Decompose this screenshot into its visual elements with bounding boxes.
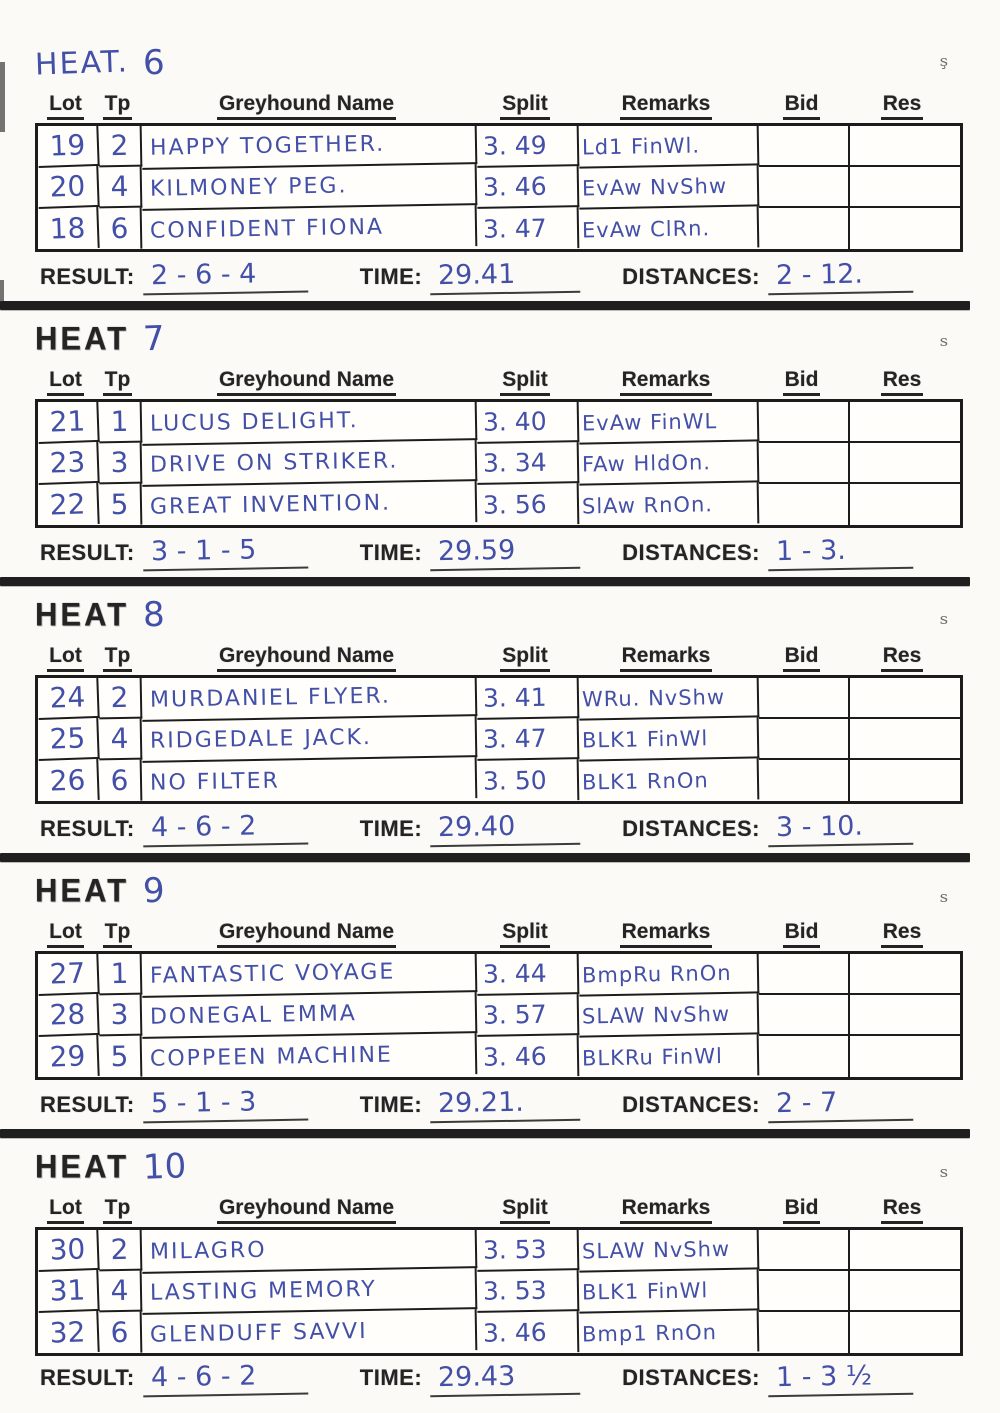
remarks-cell: EvAw NvShw	[579, 165, 760, 209]
result-label: RESULT:	[40, 263, 135, 289]
remarks-cell: BLK1 FinWl	[579, 717, 760, 761]
greyhound-name-cell: LUCUS DELIGHT.	[142, 399, 478, 446]
column-header-res: Res	[881, 1196, 924, 1224]
heat-7-section	[0, 301, 1000, 577]
column-header-split: Split	[500, 368, 550, 396]
lot-cell: 18	[37, 207, 99, 250]
heat-7-result-line	[40, 528, 1000, 577]
bid-cell-empty	[759, 678, 850, 719]
lot-cell: 31	[37, 1270, 99, 1313]
remarks-cell: BLKRu FinWl	[579, 1034, 760, 1078]
bid-cell-empty	[759, 1230, 850, 1271]
remarks-cell: SLAW NvShw	[579, 1228, 760, 1272]
heat-number: 8	[142, 594, 166, 636]
column-header-split: Split	[500, 92, 550, 120]
distances-value: 3 - 10.	[768, 810, 914, 848]
distances-label: DISTANCES:	[622, 1365, 760, 1390]
bid-cell-empty	[759, 760, 850, 801]
column-header-row	[35, 364, 957, 399]
remarks-cell: SlAw RnOn.	[579, 482, 760, 526]
split-cell: 3. 47	[477, 207, 580, 250]
split-cell: 3. 46	[477, 166, 580, 209]
column-header-split: Split	[500, 1196, 550, 1224]
bid-cell-empty	[759, 126, 850, 167]
greyhound-name-cell: LASTING MEMORY	[142, 1268, 478, 1315]
heat-10-section	[0, 1129, 1000, 1400]
time-value: 29.21.	[430, 1086, 581, 1124]
lot-cell: 25	[37, 718, 99, 761]
res-cell-empty	[850, 126, 960, 167]
lot-cell: 19	[37, 125, 99, 168]
time-label: TIME:	[359, 263, 423, 289]
trap-cell: 2	[99, 1230, 143, 1272]
heat-label-stamp: HEAT	[35, 320, 130, 357]
lot-cell: 32	[37, 1311, 99, 1354]
page-edge-artifact: s	[939, 332, 949, 350]
trap-cell: 6	[99, 208, 143, 250]
heat-6-section	[0, 0, 1000, 301]
column-header-row	[35, 88, 957, 123]
distances-label: DISTANCES:	[622, 815, 760, 841]
heat-8-title	[35, 590, 1000, 640]
column-header-tp: Tp	[103, 920, 133, 948]
column-header-remarks: Remarks	[620, 920, 713, 948]
trap-cell: 4	[99, 719, 143, 761]
res-cell-empty	[850, 1036, 960, 1077]
heat-10-title	[35, 1142, 1000, 1192]
split-cell: 3. 53	[477, 1270, 580, 1313]
result-value: 4 - 6 - 2	[142, 810, 308, 848]
column-header-name: Greyhound Name	[217, 92, 396, 120]
res-cell-empty	[850, 1312, 960, 1353]
res-cell-empty	[850, 719, 960, 760]
split-cell: 3. 34	[477, 442, 580, 485]
column-header-res: Res	[881, 368, 924, 396]
heat-9-title	[35, 866, 1000, 916]
result-value: 3 - 1 - 5	[142, 534, 308, 572]
column-header-remarks: Remarks	[620, 368, 713, 396]
column-header-lot: Lot	[47, 368, 84, 396]
bid-cell-empty	[759, 719, 850, 760]
page-edge-artifact: s	[939, 1163, 949, 1181]
result-value: 4 - 6 - 2	[142, 1359, 308, 1397]
lot-cell: 23	[37, 442, 99, 485]
greyhound-name-cell: KILMONEY PEG.	[142, 164, 478, 211]
column-header-lot: Lot	[47, 644, 84, 672]
heat-label-stamp: HEAT	[35, 872, 130, 909]
time-value: 29.40	[430, 810, 581, 848]
split-cell: 3. 40	[477, 401, 580, 444]
distances-label: DISTANCES:	[622, 263, 760, 289]
res-cell-empty	[850, 1230, 960, 1271]
column-header-res: Res	[881, 920, 924, 948]
split-cell: 3. 53	[477, 1229, 580, 1272]
trap-cell: 3	[99, 995, 143, 1037]
split-cell: 3. 47	[477, 718, 580, 761]
heat-10-result-line	[40, 1356, 1000, 1400]
time-label: TIME:	[359, 1365, 423, 1390]
split-cell: 3. 50	[477, 759, 580, 802]
lot-cell: 30	[37, 1229, 99, 1272]
trap-cell: 6	[99, 1312, 143, 1354]
column-header-lot: Lot	[47, 920, 84, 948]
column-header-bid: Bid	[783, 92, 821, 120]
result-label: RESULT:	[40, 1091, 135, 1117]
column-header-lot: Lot	[47, 92, 84, 120]
heat-6-result-line	[40, 252, 1000, 301]
section-divider	[0, 1129, 970, 1138]
time-value: 29.41	[430, 258, 581, 296]
remarks-cell: EvAw ClRn.	[579, 206, 760, 250]
page-edge-artifact: ş	[939, 52, 949, 70]
bid-cell-empty	[759, 443, 850, 484]
distances-label: DISTANCES:	[622, 1091, 760, 1117]
column-header-row	[35, 640, 957, 675]
remarks-cell: WRu. NvShw	[579, 676, 760, 720]
greyhound-name-cell: GREAT INVENTION.	[142, 481, 478, 528]
split-cell: 3. 46	[477, 1035, 580, 1078]
greyhound-name-cell: COPPEEN MACHINE	[142, 1033, 478, 1080]
distances-value: 2 - 7	[768, 1086, 914, 1124]
section-divider	[0, 577, 970, 586]
time-label: TIME:	[359, 539, 423, 565]
column-header-tp: Tp	[103, 1196, 133, 1224]
heat-number: 9	[142, 870, 166, 912]
split-cell: 3. 44	[477, 953, 580, 996]
greyhound-name-cell: CONFIDENT FIONA	[142, 205, 478, 252]
remarks-cell: SLAW NvShw	[579, 993, 760, 1037]
heat-8-result-line	[40, 804, 1000, 853]
remarks-cell: Bmp1 RnOn	[579, 1310, 760, 1354]
remarks-cell: EvAw FinWL	[579, 400, 760, 444]
trap-cell: 1	[99, 402, 143, 444]
column-header-remarks: Remarks	[620, 92, 713, 120]
split-cell: 3. 49	[477, 125, 580, 168]
trap-cell: 5	[99, 1036, 143, 1078]
result-label: RESULT:	[40, 1365, 135, 1390]
heat-8-section	[0, 577, 1000, 853]
res-cell-empty	[850, 995, 960, 1036]
trap-cell: 1	[99, 954, 143, 996]
greyhound-name-cell: RIDGEDALE JACK.	[142, 716, 478, 763]
column-header-row	[35, 1192, 957, 1227]
trap-cell: 4	[99, 1271, 143, 1313]
column-header-bid: Bid	[783, 368, 821, 396]
remarks-cell: BLK1 FinWl	[579, 1269, 760, 1313]
column-header-tp: Tp	[103, 644, 133, 672]
greyhound-name-cell: FANTASTIC VOYAGE	[142, 951, 478, 998]
res-cell-empty	[850, 167, 960, 208]
section-divider	[0, 853, 970, 862]
heat-10-table	[35, 1227, 963, 1356]
bid-cell-empty	[759, 1271, 850, 1312]
page-edge-artifact: s	[939, 888, 949, 906]
distances-label: DISTANCES:	[622, 539, 760, 565]
res-cell-empty	[850, 402, 960, 443]
lot-cell: 21	[37, 401, 99, 444]
bid-cell-empty	[759, 402, 850, 443]
greyhound-name-cell: MILAGRO	[142, 1227, 478, 1274]
result-value: 2 - 6 - 4	[142, 258, 308, 296]
heat-number: 7	[142, 318, 166, 360]
heat-8-table	[35, 675, 963, 804]
column-header-lot: Lot	[47, 1196, 84, 1224]
column-header-split: Split	[500, 644, 550, 672]
column-header-name: Greyhound Name	[217, 368, 396, 396]
distances-value: 2 - 12.	[768, 258, 914, 296]
lot-cell: 24	[37, 677, 99, 720]
column-header-bid: Bid	[783, 920, 821, 948]
greyhound-name-cell: NO FILTER	[142, 757, 478, 804]
split-cell: 3. 57	[477, 994, 580, 1037]
res-cell-empty	[850, 1271, 960, 1312]
lot-cell: 26	[37, 759, 99, 802]
res-cell-empty	[850, 443, 960, 484]
trap-cell: 2	[99, 678, 143, 720]
bid-cell-empty	[759, 167, 850, 208]
split-cell: 3. 56	[477, 483, 580, 526]
greyhound-name-cell: MURDANIEL FLYER.	[142, 675, 478, 722]
greyhound-name-cell: HAPPY TOGETHER.	[142, 123, 478, 170]
column-header-bid: Bid	[783, 1196, 821, 1224]
time-label: TIME:	[359, 1091, 423, 1117]
heat-title-handwritten: HEAT.	[34, 43, 130, 83]
heat-label-stamp: HEAT	[35, 596, 130, 633]
column-header-remarks: Remarks	[620, 1196, 713, 1224]
split-cell: 3. 46	[477, 1311, 580, 1354]
trap-cell: 3	[99, 443, 143, 485]
heat-number: 10	[142, 1146, 188, 1188]
column-header-row	[35, 916, 957, 951]
res-cell-empty	[850, 760, 960, 801]
column-header-name: Greyhound Name	[217, 644, 396, 672]
time-label: TIME:	[359, 815, 423, 841]
heat-9-section	[0, 853, 1000, 1129]
lot-cell: 27	[37, 953, 99, 996]
trap-cell: 2	[99, 126, 143, 168]
bid-cell-empty	[759, 1312, 850, 1353]
remarks-cell: FAw HldOn.	[579, 441, 760, 485]
heat-6-title	[35, 38, 1000, 88]
time-value: 29.59	[430, 534, 581, 572]
lot-cell: 22	[37, 483, 99, 526]
distances-value: 1 - 3 ½	[768, 1359, 914, 1397]
column-header-res: Res	[881, 644, 924, 672]
res-cell-empty	[850, 208, 960, 249]
greyhound-name-cell: DONEGAL EMMA	[142, 992, 478, 1039]
result-label: RESULT:	[40, 539, 135, 565]
heat-label-stamp: HEAT	[35, 1148, 130, 1185]
trap-cell: 5	[99, 484, 143, 526]
heat-number: 6	[142, 42, 166, 84]
section-divider	[0, 301, 970, 310]
bid-cell-empty	[759, 208, 850, 249]
heat-9-table	[35, 951, 963, 1080]
res-cell-empty	[850, 484, 960, 525]
column-header-tp: Tp	[103, 368, 133, 396]
heat-6-table	[35, 123, 963, 252]
trap-cell: 4	[99, 167, 143, 209]
remarks-cell: Ld1 FinWl.	[579, 124, 760, 168]
remarks-cell: BmpRu RnOn	[579, 952, 760, 996]
greyhound-name-cell: DRIVE ON STRIKER.	[142, 440, 478, 487]
column-header-bid: Bid	[783, 644, 821, 672]
split-cell: 3. 41	[477, 677, 580, 720]
time-value: 29.43	[430, 1359, 581, 1397]
column-header-split: Split	[500, 920, 550, 948]
page-edge-artifact: s	[939, 610, 949, 628]
column-header-name: Greyhound Name	[217, 920, 396, 948]
column-header-tp: Tp	[103, 92, 133, 120]
distances-value: 1 - 3.	[768, 534, 914, 572]
bid-cell-empty	[759, 995, 850, 1036]
heat-7-table	[35, 399, 963, 528]
lot-cell: 28	[37, 994, 99, 1037]
lot-cell: 29	[37, 1035, 99, 1078]
lot-cell: 20	[37, 166, 99, 209]
column-header-remarks: Remarks	[620, 644, 713, 672]
column-header-name: Greyhound Name	[217, 1196, 396, 1224]
column-header-res: Res	[881, 92, 924, 120]
res-cell-empty	[850, 954, 960, 995]
bid-cell-empty	[759, 1036, 850, 1077]
result-value: 5 - 1 - 3	[142, 1086, 308, 1124]
remarks-cell: BLK1 RnOn	[579, 758, 760, 802]
bid-cell-empty	[759, 954, 850, 995]
bid-cell-empty	[759, 484, 850, 525]
heat-9-result-line	[40, 1080, 1000, 1129]
result-label: RESULT:	[40, 815, 135, 841]
heat-7-title	[35, 314, 1000, 364]
trap-cell: 6	[99, 760, 143, 802]
greyhound-name-cell: GLENDUFF SAVVI	[142, 1309, 478, 1356]
res-cell-empty	[850, 678, 960, 719]
